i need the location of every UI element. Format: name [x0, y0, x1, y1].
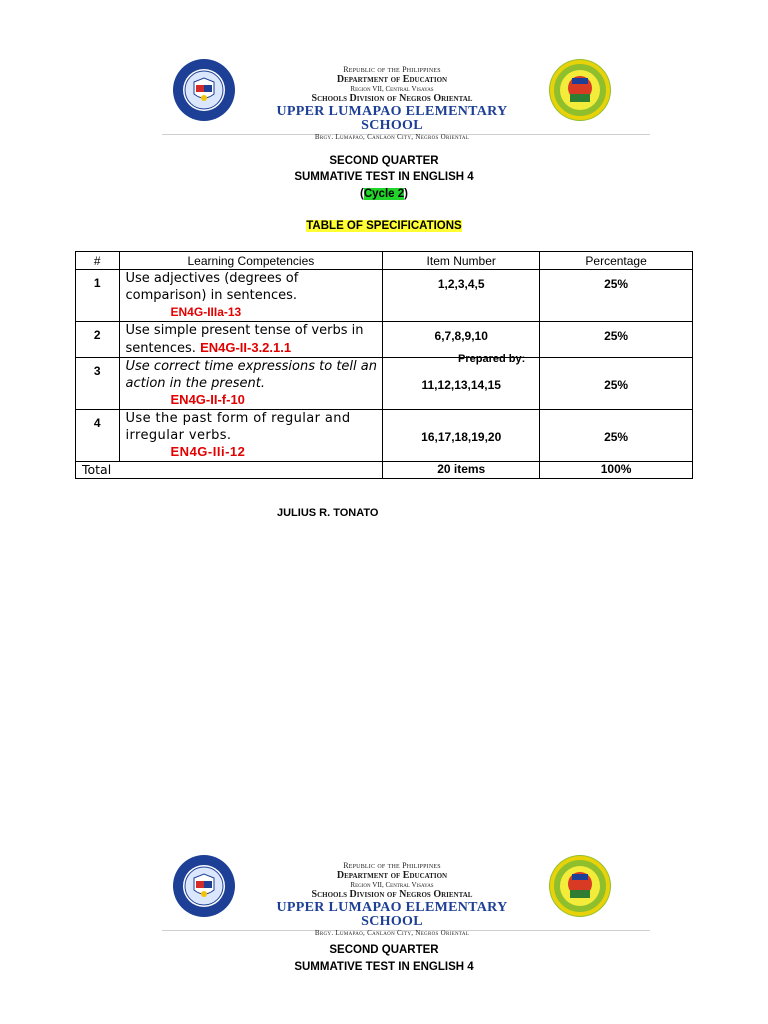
competency-text: Use the past form of regular and irregular verbs. — [125, 411, 351, 443]
percentage: 25% — [540, 270, 693, 322]
competency-code: EN4G-IIi-12 — [170, 444, 246, 459]
item-numbers: 6,7,8,9,10 — [383, 322, 540, 358]
district-seal-icon — [548, 58, 612, 122]
header-percentage: Percentage — [540, 252, 693, 270]
cycle-label: Cycle 2 — [363, 188, 405, 200]
republic-line: Republic of the Philippines — [343, 65, 441, 74]
division-line: Schools Division of Negros Oriental — [311, 889, 473, 900]
header-competencies: Learning Competencies — [119, 252, 383, 270]
table-row — [76, 322, 693, 358]
item-numbers: 1,2,3,4,5 — [383, 270, 540, 322]
competency-cell — [119, 358, 383, 410]
competency-cell — [119, 410, 383, 462]
department-line: Department of Education — [336, 74, 448, 85]
table-row — [76, 358, 693, 410]
percentage: 25% — [540, 410, 693, 462]
region-line: Region VII, Central Visayas — [350, 85, 434, 93]
row-number: 2 — [76, 322, 120, 358]
school-name: UPPER LUMAPAO ELEMENTARY SCHOOL — [276, 900, 508, 929]
cycle-open: ( — [360, 188, 364, 200]
district-seal-icon — [548, 854, 612, 918]
table-header-row — [76, 252, 693, 270]
school-seal-icon — [172, 854, 236, 918]
letterhead — [162, 50, 650, 141]
quarter-title: SECOND QUARTER — [329, 944, 439, 956]
school-seal-icon — [172, 58, 236, 122]
item-numbers: 11,12,13,14,15 — [383, 358, 540, 410]
table-total-row — [76, 462, 693, 479]
row-number: 4 — [76, 410, 120, 462]
tos-title-line — [0, 220, 768, 232]
preparer-name: JULIUS R. TONATO — [277, 507, 379, 519]
total-percentage: 100% — [540, 462, 693, 479]
competency-code: EN4G-IIIa-13 — [170, 305, 242, 319]
prepared-by-label: Prepared by: — [458, 353, 526, 365]
percentage: 25% — [540, 322, 693, 358]
header-number: # — [76, 252, 120, 270]
tos-title: TABLE OF SPECIFICATIONS — [306, 220, 462, 232]
row-number: 3 — [76, 358, 120, 410]
header-item-number: Item Number — [383, 252, 540, 270]
item-numbers: 16,17,18,19,20 — [383, 410, 540, 462]
competency-text: Use adjectives (degrees of comparison) in sentences. — [125, 271, 299, 303]
test-title: SUMMATIVE TEST IN ENGLISH 4 — [294, 171, 474, 183]
quarter-title: SECOND QUARTER — [329, 155, 439, 167]
region-line: Region VII, Central Visayas — [350, 881, 434, 889]
department-line: Department of Education — [336, 870, 448, 881]
school-address: Brgy. Lumapao, Canlaon City, Negros Oriental — [314, 133, 470, 141]
republic-line: Republic of the Philippines — [343, 861, 441, 870]
total-items: 20 items — [383, 462, 540, 479]
letterhead — [162, 846, 650, 937]
competency-code: EN4G-II-f-10 — [170, 392, 245, 407]
competency-cell — [119, 270, 383, 322]
competency-text: Use correct time expressions to tell an action in the present. — [125, 359, 377, 391]
test-title: SUMMATIVE TEST IN ENGLISH 4 — [294, 961, 474, 973]
competency-cell — [119, 322, 383, 358]
competency-code: EN4G-II-3.2.1.1 — [200, 340, 292, 355]
school-address: Brgy. Lumapao, Canlaon City, Negros Oriental — [314, 929, 470, 937]
cycle-line — [0, 188, 768, 200]
specifications-table — [75, 251, 693, 479]
row-number: 1 — [76, 270, 120, 322]
percentage: 25% — [540, 358, 693, 410]
cycle-close: ) — [404, 188, 408, 200]
table-row — [76, 410, 693, 462]
total-label: Total — [76, 462, 383, 479]
division-line: Schools Division of Negros Oriental — [311, 93, 473, 104]
school-name: UPPER LUMAPAO ELEMENTARY SCHOOL — [276, 104, 508, 133]
competency-text: Use simple present tense of verbs in sentences. EN4G-II-3.2.1.1 — [125, 323, 364, 356]
table-row — [76, 270, 693, 322]
